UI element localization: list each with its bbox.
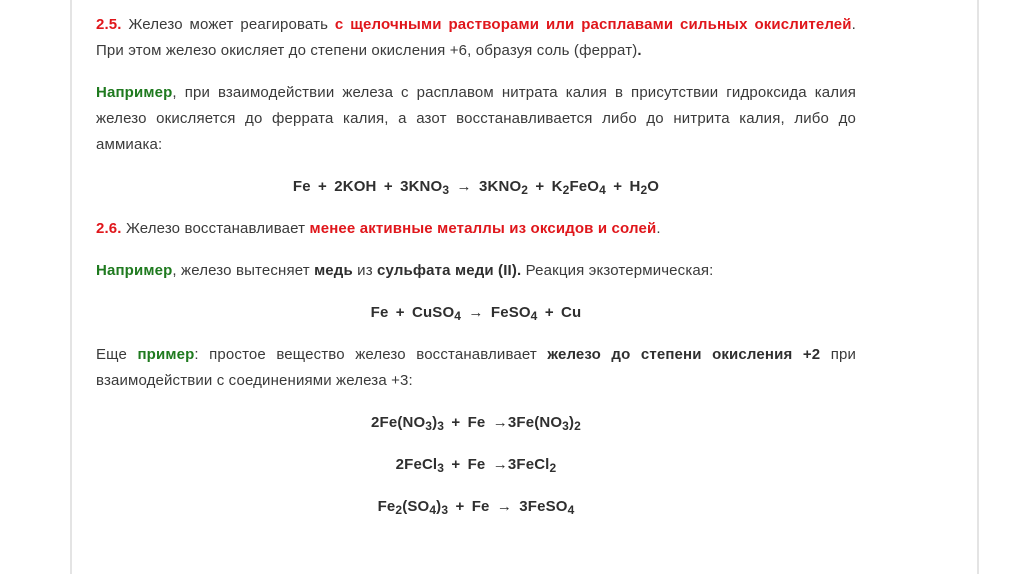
section-number: 2.5. (96, 16, 122, 33)
subscript: 4 (429, 503, 437, 517)
formula-part: 3KNO (478, 178, 522, 195)
formula-part: + Fe → (444, 414, 508, 431)
equation-1 (96, 174, 856, 200)
text: . При этом железо окисляет до степени окисления +6, образуя соль (феррат) (96, 16, 856, 59)
subscript: 2 (574, 419, 581, 433)
highlight-text: менее активные металлы из оксидов и солей (309, 220, 657, 237)
formula-part: FeO (569, 178, 600, 195)
formula-part: (SO (402, 498, 430, 515)
subscript: 4 (599, 183, 606, 197)
formula-part: + Fe → (448, 498, 520, 515)
formula-part: 3FeCl (507, 456, 550, 473)
example-paragraph-3 (96, 342, 856, 394)
subscript: 3 (562, 419, 569, 433)
formula-part: ) (432, 414, 438, 431)
subscript: 2 (521, 183, 529, 197)
text: Железо восстанавливает (121, 220, 310, 237)
text: Еще (96, 346, 138, 363)
formula-part: ) (436, 498, 442, 515)
formula-part: 2FeCl (395, 456, 438, 473)
text: : простое вещество железо восстанавливает (194, 346, 548, 363)
equation-5 (96, 494, 856, 520)
arrow: → (449, 178, 479, 195)
subscript: 2 (395, 503, 403, 517)
formula-part: FeSO (490, 304, 531, 321)
formula-part: 2Fe(NO (371, 414, 426, 431)
example-label: пример (137, 346, 195, 363)
formula-part: + Cu (537, 304, 582, 321)
section-number: 2.6. (96, 220, 122, 237)
equation-2 (96, 300, 856, 326)
text: . (656, 220, 661, 237)
subscript: 3 (437, 419, 445, 433)
text: при взаимодействии с соединениями железа +3: (96, 346, 856, 389)
subscript: 3 (425, 419, 433, 433)
subscript: 3 (442, 183, 450, 197)
subscript: 4 (530, 309, 538, 323)
formula-part: ) (568, 414, 575, 431)
text: Реакция экзотермическая: (521, 262, 714, 279)
example-label: Например (96, 84, 173, 101)
subscript: 2 (562, 183, 570, 197)
paragraph-2-5 (96, 12, 856, 64)
formula-part: + K (528, 178, 563, 195)
arrow: → (461, 304, 491, 321)
example-label: Например (96, 262, 173, 279)
subscript: 3 (437, 461, 445, 475)
text: . (637, 42, 642, 59)
formula-part: + Fe → (444, 456, 508, 473)
formula-part: O (647, 178, 660, 195)
formula-part: Fe (377, 498, 396, 515)
formula-part: Fe + CuSO (370, 304, 455, 321)
equation-3 (96, 410, 856, 436)
bold-text: сульфата меди (II). (377, 262, 522, 279)
formula-part: 3Fe(NO (507, 414, 563, 431)
equation-4 (96, 452, 856, 478)
bold-text: медь (314, 262, 353, 279)
text: , железо вытесняет (172, 262, 315, 279)
document-content (96, 12, 856, 520)
subscript: 4 (454, 309, 462, 323)
subscript: 3 (441, 503, 449, 517)
page-left-edge (70, 0, 72, 574)
highlight-text: с щелочными растворами или расплавами сильных окислителей (334, 16, 852, 33)
example-paragraph-2 (96, 258, 856, 284)
subscript: 4 (567, 503, 575, 517)
text: из (352, 262, 378, 279)
formula-part: Fe + 2KOH + 3KNO (292, 178, 443, 195)
example-paragraph-1 (96, 80, 856, 158)
subscript: 2 (549, 461, 557, 475)
page-right-edge (977, 0, 979, 574)
text: Железо может реагировать (121, 16, 335, 33)
subscript: 2 (640, 183, 648, 197)
text: , при взаимодействии железа с расплавом нитрата калия в присутствии гидроксида калия железо окисляется до феррата калия, а азот восстанавливается либо до нитрита калия, либо до аммиака: (96, 84, 856, 153)
formula-part: 3FeSO (519, 498, 568, 515)
formula-part: + H (605, 178, 641, 195)
paragraph-2-6 (96, 216, 856, 242)
bold-text: железо до степени окисления +2 (547, 346, 821, 363)
